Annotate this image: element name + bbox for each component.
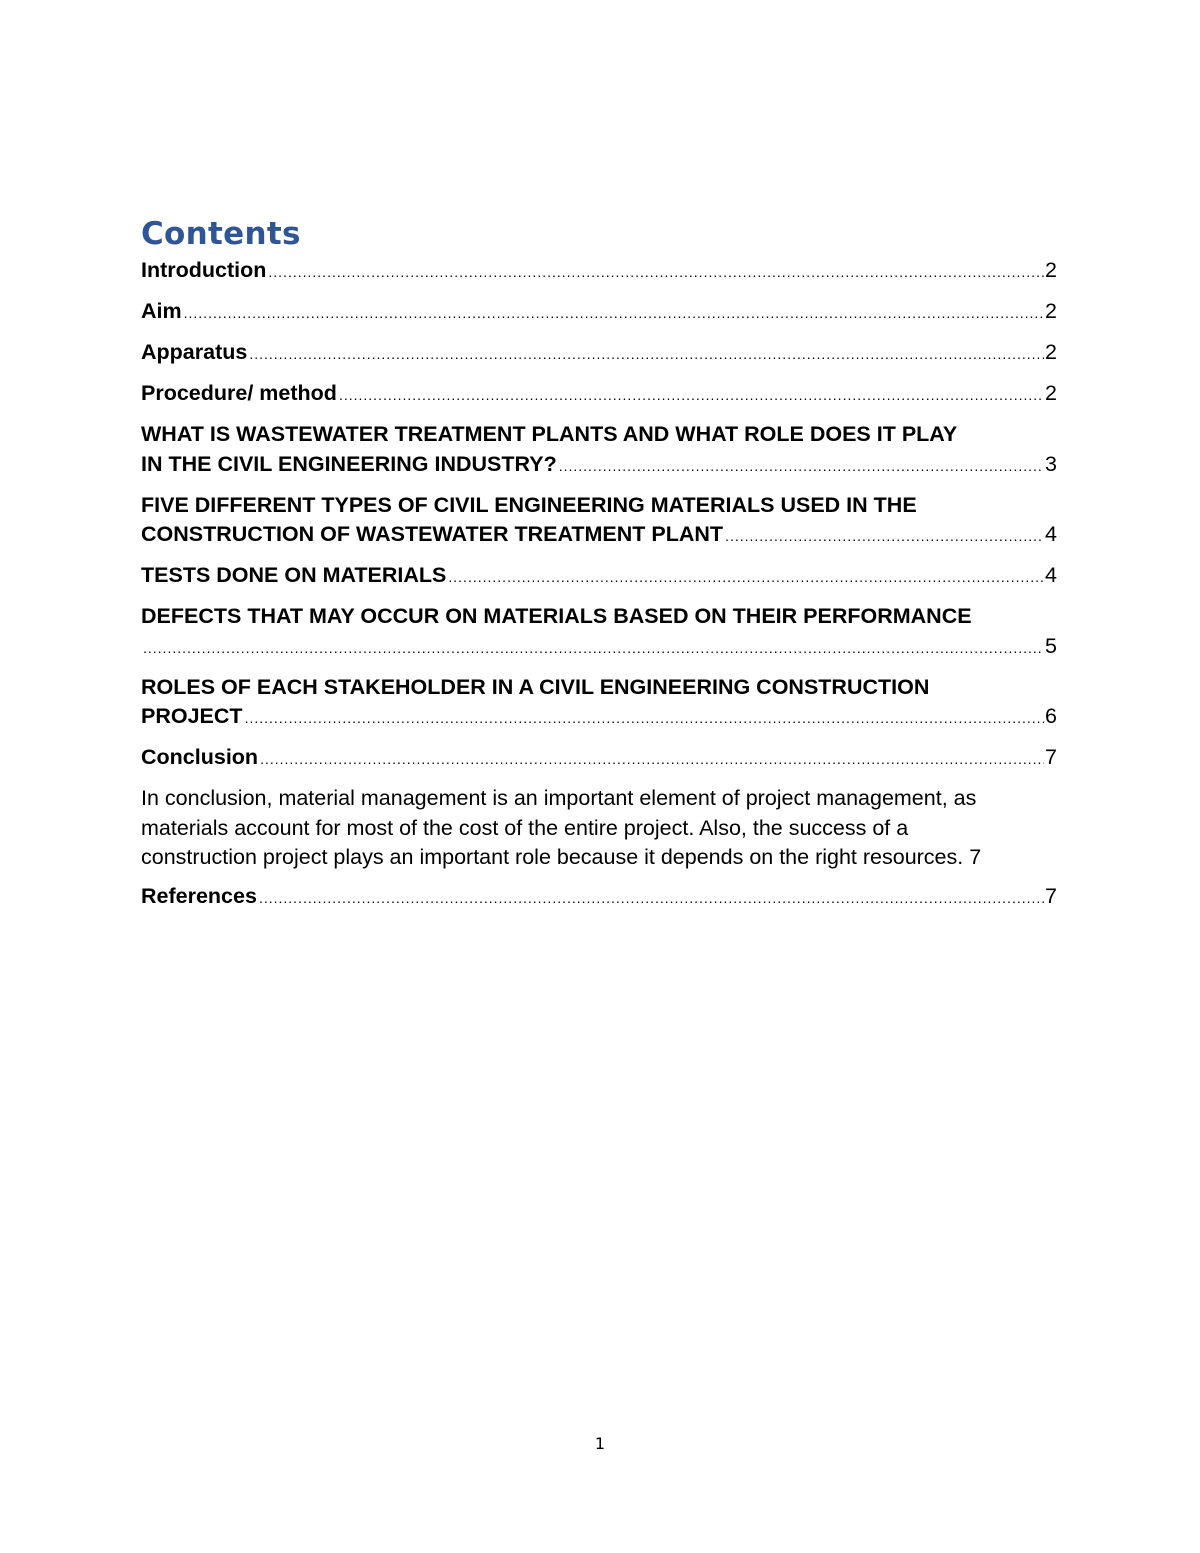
dot-leader [249, 340, 1044, 370]
toc-entry[interactable] [141, 256, 1057, 288]
toc-entry[interactable] [141, 338, 1057, 370]
dot-leader [268, 258, 1044, 288]
toc-entry-text: construction project plays an important role because it depends on the right resources. [141, 845, 964, 869]
toc-page-number: 2 [1045, 340, 1057, 364]
page-number: 1 [594, 1434, 606, 1453]
toc-page-number: 7 [1045, 745, 1057, 769]
toc-entry-text: Conclusion [141, 745, 259, 769]
toc-page-number: 4 [1045, 522, 1057, 546]
dot-leader [259, 884, 1044, 914]
toc-entry[interactable] [141, 297, 1057, 329]
toc-entry[interactable] [141, 379, 1057, 411]
toc-title: Contents [141, 216, 301, 252]
toc-entry-text: In conclusion, material management is an important element of project management, as [141, 786, 977, 810]
toc-page-number: 2 [1045, 381, 1057, 405]
toc-page-number: 2 [1045, 258, 1057, 282]
toc-entry-text: Introduction [141, 258, 267, 282]
dot-leader [448, 563, 1044, 593]
toc-entry-text: Apparatus [141, 340, 248, 364]
toc-entries [141, 256, 1057, 914]
toc-page-number: 5 [1045, 633, 1057, 658]
dot-leader [339, 381, 1044, 411]
toc-entry[interactable] [141, 673, 1057, 734]
toc-entry[interactable] [141, 602, 1057, 663]
toc-entry[interactable] [141, 420, 1057, 481]
toc-entry[interactable] [141, 882, 1057, 914]
toc-entry-text: DEFECTS THAT MAY OCCUR ON MATERIALS BASED ON THEIR PERFORMANCE [141, 604, 972, 628]
toc-entry-text: IN THE CIVIL ENGINEERING INDUSTRY? [141, 451, 557, 476]
toc-entry[interactable] [141, 743, 1057, 775]
toc-page-number: 7 [1045, 884, 1057, 908]
dot-leader [245, 704, 1044, 734]
dot-leader [559, 452, 1044, 482]
toc-entry-text: FIVE DIFFERENT TYPES OF CIVIL ENGINEERING MATERIALS USED IN THE [141, 492, 917, 517]
toc-entry-text: Procedure/ method [141, 381, 337, 405]
toc-page-number: 3 [1045, 451, 1057, 476]
table-of-contents [141, 214, 1057, 923]
toc-entry[interactable] [141, 561, 1057, 593]
toc-entry-text: PROJECT [141, 704, 243, 728]
toc-page-number: 2 [1045, 299, 1057, 323]
dot-leader [143, 634, 1044, 664]
toc-entry[interactable] [141, 491, 1057, 552]
toc-entry-text: WHAT IS WASTEWATER TREATMENT PLANTS AND WHAT ROLE DOES IT PLAY [141, 422, 958, 446]
toc-entry[interactable] [141, 784, 1057, 873]
toc-entry-text: materials account for most of the cost of the entire project. Also, the success of a [141, 815, 909, 840]
toc-entry-text: TESTS DONE ON MATERIALS [141, 563, 447, 587]
dot-leader [184, 299, 1044, 329]
dot-leader [260, 745, 1044, 775]
toc-page-number: 4 [1045, 563, 1057, 587]
toc-entry-text: CONSTRUCTION OF WASTEWATER TREATMENT PLANT [141, 522, 724, 546]
toc-entry-text: References [141, 884, 257, 908]
toc-page-number: 6 [1045, 704, 1057, 728]
toc-entry-text: Aim [141, 299, 182, 323]
dot-leader [725, 522, 1044, 552]
toc-entry-text: ROLES OF EACH STAKEHOLDER IN A CIVIL ENGINEERING CONSTRUCTION [141, 674, 930, 699]
toc-page-number: 7 [969, 845, 982, 869]
